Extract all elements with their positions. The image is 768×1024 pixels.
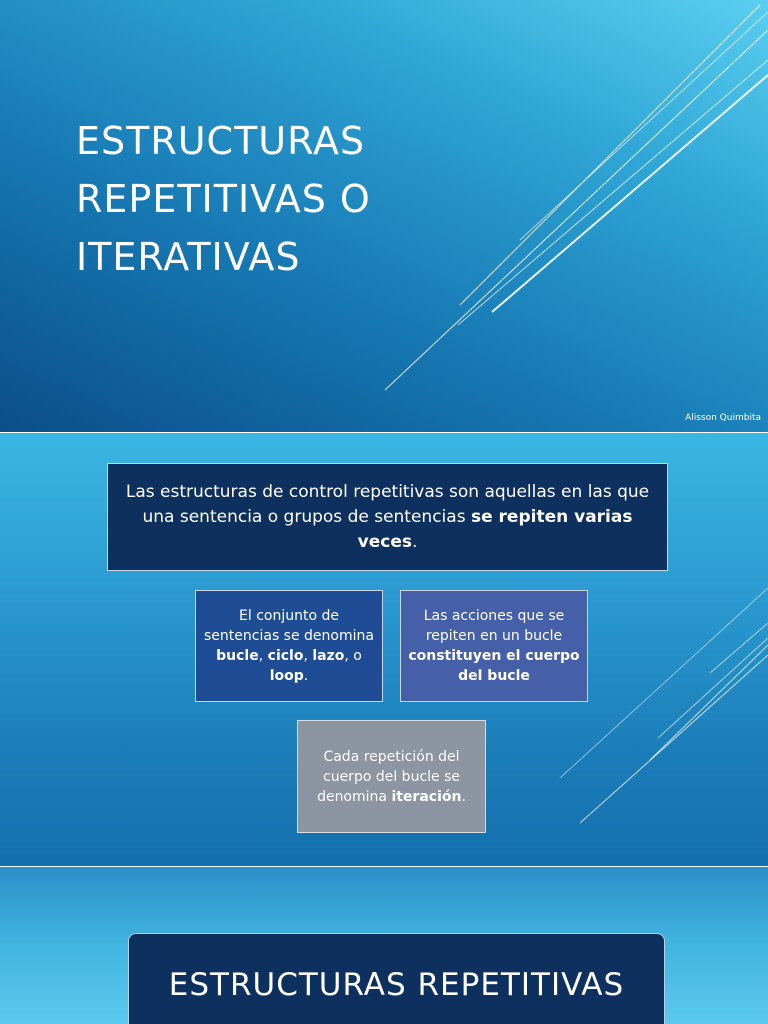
term-ciclo: ciclo — [267, 648, 304, 664]
separator: , — [303, 648, 313, 664]
cuerpo-text — [405, 606, 583, 686]
cuerpo-box — [400, 590, 588, 702]
iteracion-box — [297, 720, 486, 833]
deco-line — [710, 623, 768, 673]
definition-emphasis: se repiten varias veces — [357, 506, 633, 552]
cuerpo-text-part: Las acciones que se repiten en un bucle — [423, 608, 565, 644]
term-lazo: lazo — [312, 648, 345, 664]
content-slide — [0, 433, 768, 866]
separator: , o — [344, 648, 362, 664]
definition-box — [107, 463, 668, 571]
term-loop: loop — [269, 668, 304, 684]
term-iteracion: iteración — [391, 788, 462, 805]
separator: , — [258, 648, 268, 664]
cuerpo-emphasis: constituyen el cuerpo del bucle — [408, 648, 580, 684]
bucle-text-end: . — [303, 668, 309, 684]
deco-line — [460, 5, 760, 305]
definition-text-part: Las estructuras de control repetitivas son aquellas en las que una sentencia o grupos de sentencias — [125, 481, 650, 527]
author-credit: Alisson Quimbita — [685, 413, 761, 423]
bucle-box — [195, 590, 383, 702]
deco-line — [650, 645, 768, 760]
bucle-text — [204, 606, 374, 686]
section-slide — [0, 867, 768, 1024]
deco-line — [520, 12, 768, 240]
iteracion-text-part: Cada repetición del cuerpo del bucle se denomina — [317, 748, 460, 805]
slide-title: ESTRUCTURAS REPETITIVAS O ITERATIVAS — [76, 119, 371, 279]
definition-text-end: . — [411, 531, 418, 552]
deco-line — [580, 655, 768, 823]
deco-line — [458, 60, 768, 325]
section-title: ESTRUCTURAS REPETITIVAS — [168, 967, 625, 1003]
title-slide — [0, 0, 768, 432]
bucle-text-part: El conjunto de sentencias se denomina — [204, 608, 374, 644]
definition-text — [118, 480, 657, 555]
deco-line — [492, 75, 768, 312]
iteracion-text-end: . — [461, 788, 466, 805]
section-title-box — [128, 933, 665, 1024]
iteracion-text — [306, 747, 477, 807]
term-bucle: bucle — [216, 648, 259, 664]
deco-line — [658, 638, 768, 738]
